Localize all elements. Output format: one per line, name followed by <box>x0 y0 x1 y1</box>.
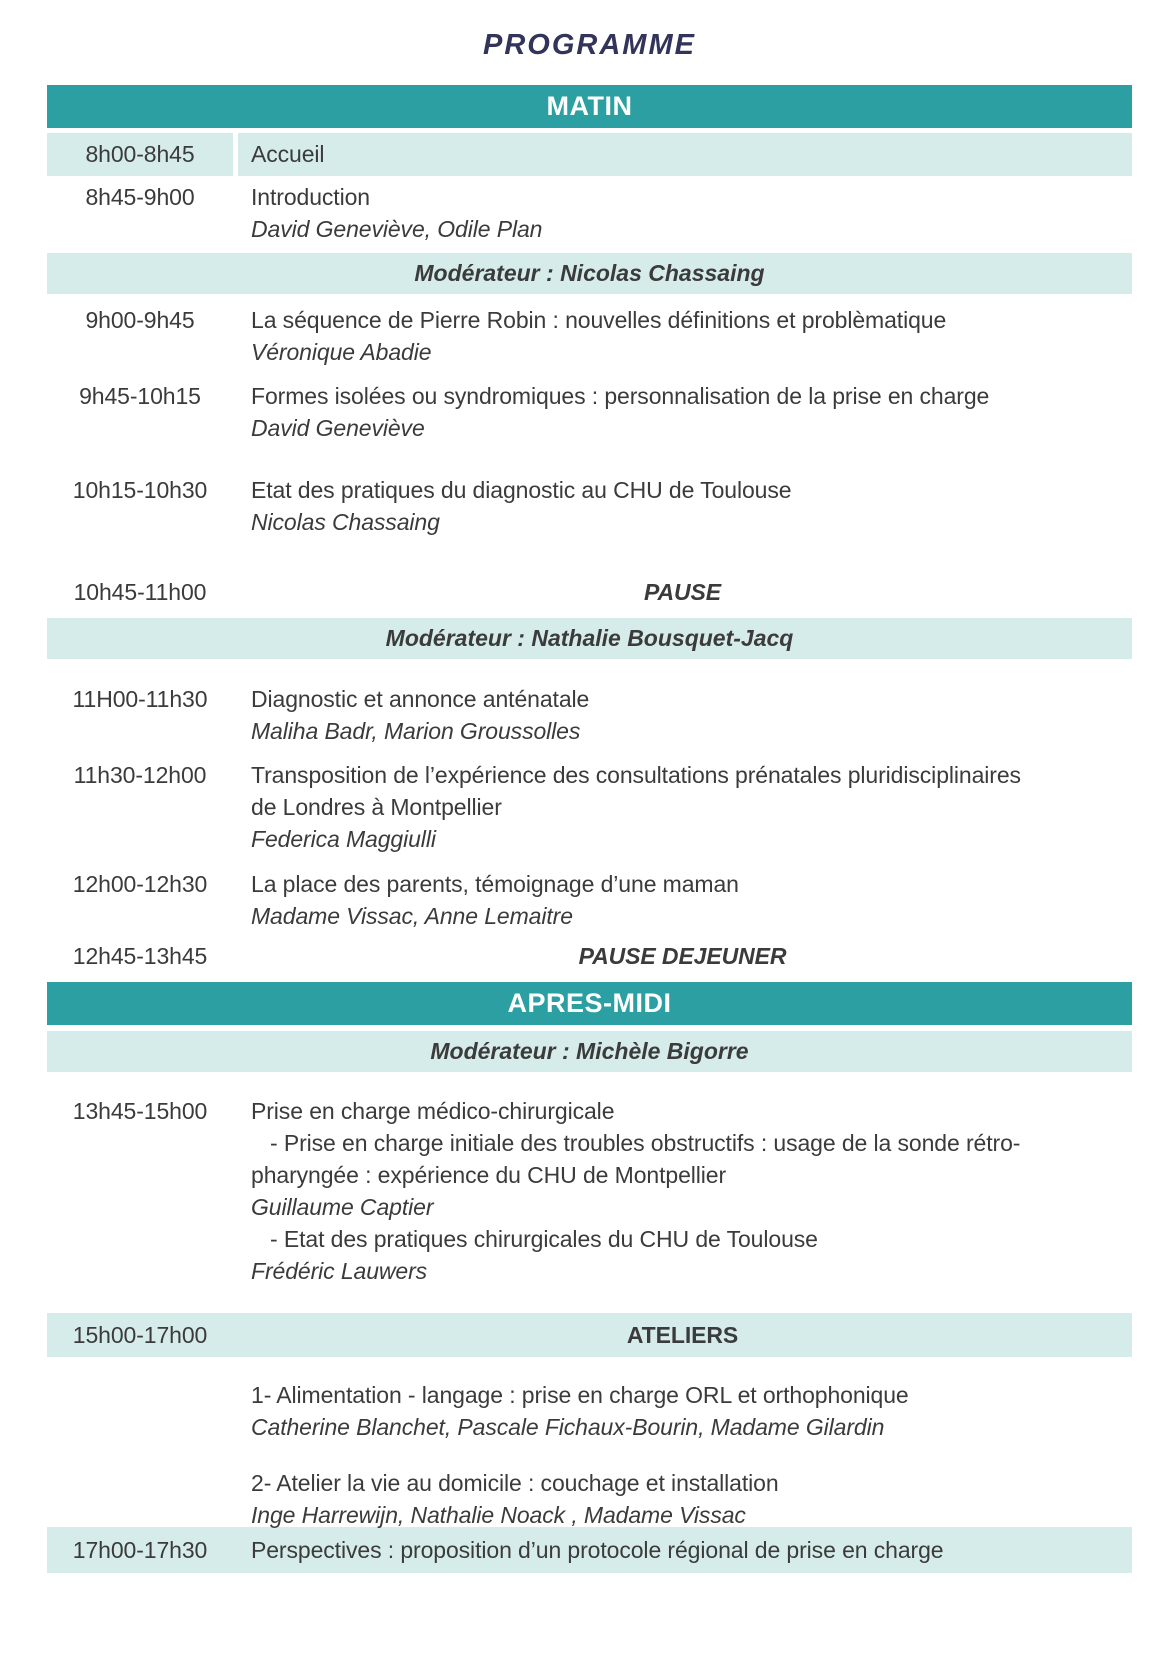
session-title: Introduction <box>251 184 370 210</box>
schedule-row-ateliers <box>47 1313 1132 1357</box>
session-subitem-line2: pharyngée : expérience du CHU de Montpellier <box>251 1162 727 1188</box>
moderator-banner: Modérateur : Michèle Bigorre <box>47 1031 1132 1072</box>
schedule-row-etat-pratiques-diagnostic <box>47 474 1132 538</box>
session-speakers: Maliha Badr, Marion Groussolles <box>251 718 581 744</box>
session-content <box>233 683 1132 747</box>
session-speakers: Véronique Abadie <box>251 339 432 365</box>
pause-text: PAUSE <box>643 579 722 605</box>
session-content <box>233 1467 1132 1531</box>
session-content <box>233 380 1132 444</box>
schedule-row-sequence-pierre-robin <box>47 304 1132 368</box>
time-cell: 15h00-17h00 <box>72 1322 208 1348</box>
moderator-banner: Modérateur : Nathalie Bousquet-Jacq <box>47 618 1132 659</box>
session-content <box>233 1379 1132 1443</box>
schedule-row-diagnostic-antenatal <box>47 683 1132 747</box>
session-title: Formes isolées ou syndromiques : personnalisation de la prise en charge <box>251 383 990 409</box>
session-title: La séquence de Pierre Robin : nouvelles définitions et problèmatique <box>251 307 947 333</box>
schedule-row-pause <box>47 576 1132 608</box>
workshop-row-vie-au-domicile <box>47 1467 1132 1531</box>
workshop-speakers: Inge Harrewijn, Nathalie Noack , Madame Vissac <box>251 1502 746 1528</box>
time-cell: 12h45-13h45 <box>72 943 208 969</box>
session-content <box>233 868 1132 932</box>
schedule-row-prise-en-charge-medico-chirurgicale <box>47 1095 1132 1287</box>
schedule-row-introduction <box>47 181 1132 245</box>
time-cell: 12h00-12h30 <box>72 871 208 897</box>
session-speakers: David Geneviève <box>251 415 425 441</box>
session-content <box>233 181 1132 245</box>
programme-document <box>47 26 1132 1573</box>
session-subitem-line1: - Prise en charge initiale des troubles obstructifs : usage de la sonde rétro- <box>270 1130 1021 1156</box>
session-speaker: Frédéric Lauwers <box>251 1258 428 1284</box>
time-cell: 11H00-11h30 <box>72 686 208 712</box>
section-header-matin: MATIN <box>47 85 1132 128</box>
time-cell: 8h45-9h00 <box>85 184 195 210</box>
time-cell: 10h45-11h00 <box>73 579 207 605</box>
schedule-row-place-des-parents <box>47 868 1132 932</box>
workshop-speakers: Catherine Blanchet, Pascale Fichaux-Bourin, Madame Gilardin <box>251 1414 885 1440</box>
time-cell: 9h00-9h45 <box>85 307 195 333</box>
session-title: Perspectives : proposition d’un protocole régional de prise en charge <box>251 1537 944 1563</box>
session-title: Etat des pratiques du diagnostic au CHU de Toulouse <box>251 477 792 503</box>
session-content <box>233 1095 1132 1287</box>
pause-text: PAUSE DEJEUNER <box>578 943 787 969</box>
schedule-row-transposition <box>47 759 1132 855</box>
session-title-line2: de Londres à Montpellier <box>251 794 502 820</box>
ateliers-label: ATELIERS <box>626 1322 739 1348</box>
page-title: PROGRAMME <box>483 29 696 61</box>
time-cell: 13h45-15h00 <box>72 1098 208 1124</box>
schedule-row-formes-isolees <box>47 380 1132 444</box>
session-title: Prise en charge médico-chirurgicale <box>251 1098 615 1124</box>
session-speakers: Madame Vissac, Anne Lemaitre <box>251 903 573 929</box>
schedule-row-perspectives <box>47 1527 1132 1573</box>
session-subitem: - Etat des pratiques chirurgicales du CHU de Toulouse <box>270 1226 818 1252</box>
moderator-banner: Modérateur : Nicolas Chassaing <box>47 253 1132 294</box>
session-speakers: David Geneviève, Odile Plan <box>251 216 543 242</box>
workshop-title: 2- Atelier la vie au domicile : couchage et installation <box>251 1470 779 1496</box>
time-cell: 17h00-17h30 <box>72 1537 208 1563</box>
time-cell: 10h15-10h30 <box>72 477 208 503</box>
session-speakers: Federica Maggiulli <box>251 826 436 852</box>
time-cell: 8h00-8h45 <box>47 133 233 176</box>
section-header-apres-midi: APRES-MIDI <box>47 982 1132 1025</box>
time-cell: 11h30-12h00 <box>73 762 207 788</box>
session-speaker: Guillaume Captier <box>251 1194 434 1220</box>
time-cell: 9h45-10h15 <box>79 383 201 409</box>
session-content <box>233 474 1132 538</box>
workshop-title: 1- Alimentation - langage : prise en charge ORL et orthophonique <box>251 1382 909 1408</box>
session-content <box>233 759 1132 855</box>
pause-label <box>233 576 1132 608</box>
workshop-row-alimentation-langage <box>47 1379 1132 1443</box>
schedule-row-accueil <box>47 133 1132 176</box>
session-title: La place des parents, témoignage d’une maman <box>251 871 739 897</box>
session-content <box>233 304 1132 368</box>
session-title: Accueil <box>238 133 1132 176</box>
pause-label <box>233 940 1132 972</box>
session-title-line1: Transposition de l’expérience des consultations prénatales pluridisciplinaires <box>251 762 1021 788</box>
schedule-row-pause-dejeuner <box>47 940 1132 972</box>
session-title: Diagnostic et annonce anténatale <box>251 686 590 712</box>
session-speakers: Nicolas Chassaing <box>251 509 440 535</box>
